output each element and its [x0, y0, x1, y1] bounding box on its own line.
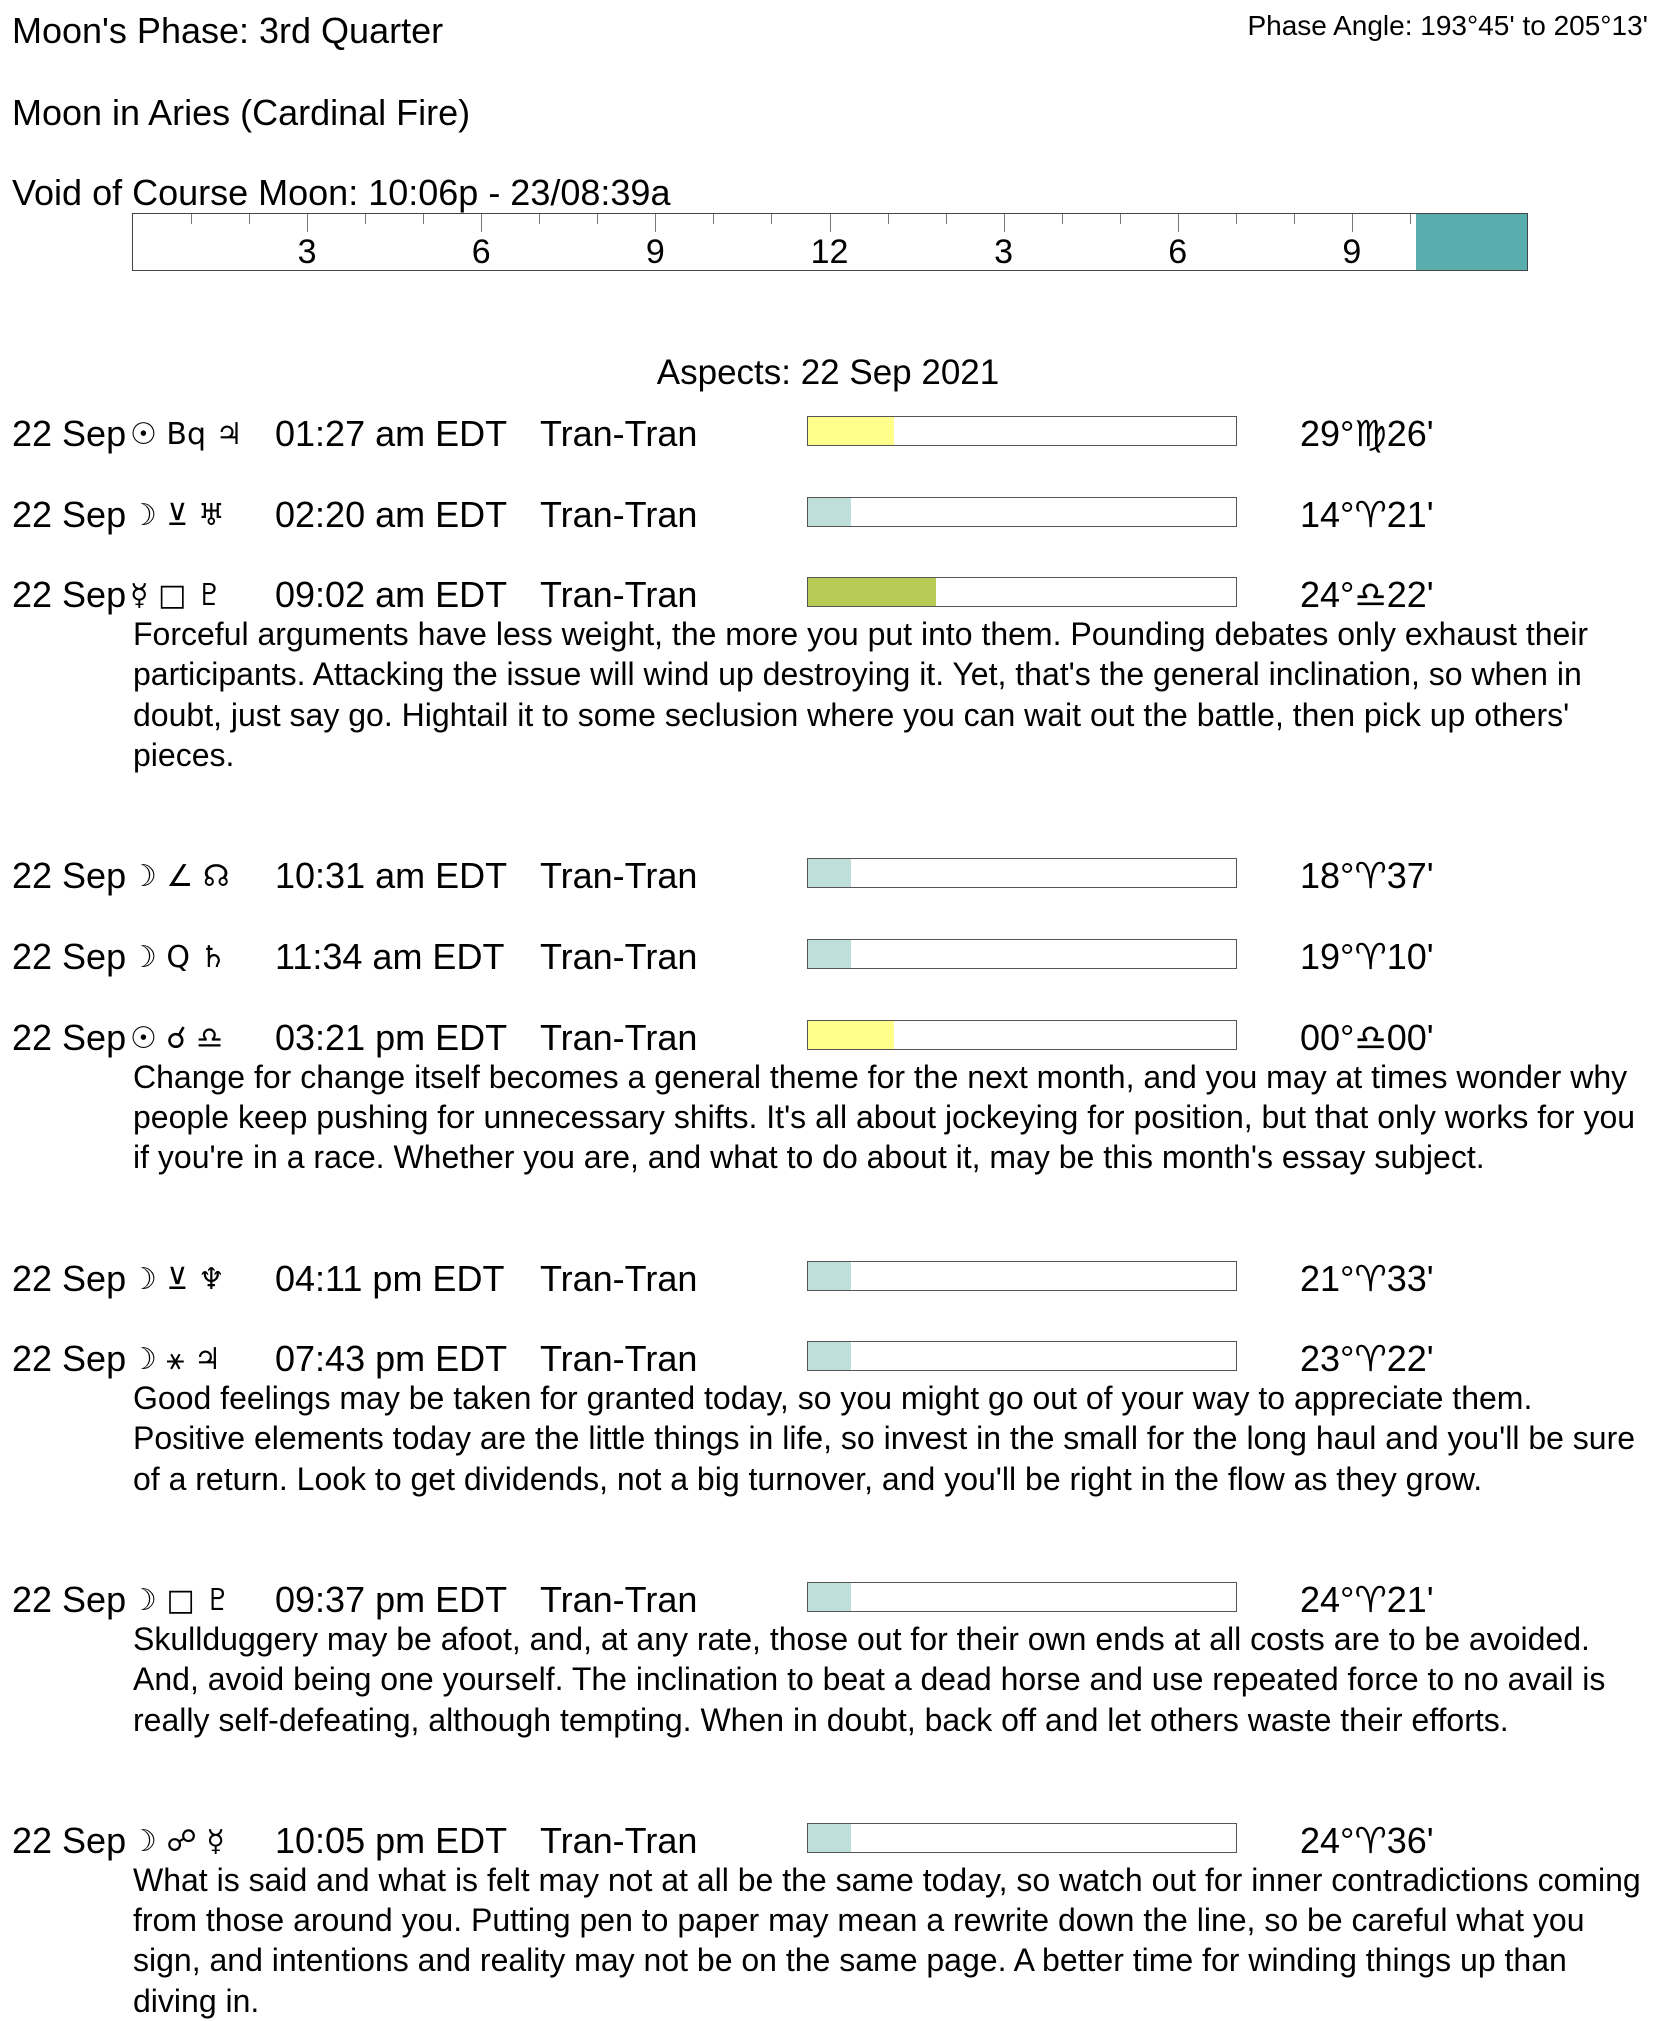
aspect-strength-bar — [807, 939, 1237, 969]
timeline-tick — [1352, 214, 1353, 232]
aspect-glyphs: ☽ ⊻ ♆ — [130, 1261, 225, 1297]
aspect-strength-fill — [808, 1583, 851, 1611]
aspect-position: 29°♍26' — [1300, 413, 1434, 454]
aspect-row — [0, 494, 1656, 540]
timeline-tick — [1236, 214, 1237, 224]
aspect-position: 14°♈21' — [1300, 493, 1434, 535]
aspect-glyphs: ☿ □ ♇ — [130, 578, 223, 614]
timeline-tick — [771, 214, 772, 224]
aspect-date: 22 Sep — [12, 1016, 127, 1058]
aspect-position: 23°♈22' — [1300, 1338, 1434, 1380]
aspect-strength-fill — [808, 1824, 851, 1852]
aspect-strength-bar — [807, 577, 1237, 607]
aspect-description: Good feelings may be taken for granted today, so you might go out of your way to appreciate them. Positive elements today are the little things in life, so invest in the small for the long haul and you'll be sure of a return. Look to get dividends, not a big turnover, and you'll be right in the flow as they grow. — [133, 1380, 1636, 1497]
aspect-time: 04:11 pm EDT — [275, 1257, 505, 1299]
aspect-position: 00°♎00' — [1300, 1016, 1434, 1058]
aspect-description: Skullduggery may be afoot, and, at any rate, those out for their own ends at all costs are to be avoided. And, avoid being one yourself. The inclination to beat a dead horse and use repeated force to no avail is really self-defeating, although tempting. When in doubt, back off and let others waste their efforts. — [133, 1621, 1606, 1738]
aspect-strength-bar — [807, 1823, 1237, 1853]
timeline-hour-label: 9 — [645, 233, 665, 271]
void-of-course: Void of Course Moon: 10:06p - 23/08:39a — [12, 172, 671, 213]
aspect-position: 24°♎22' — [1300, 574, 1434, 616]
aspect-glyphs: ☽ ⊻ ♅ — [130, 497, 225, 533]
aspect-strength-bar — [807, 416, 1237, 446]
aspect-type: Tran-Tran — [540, 574, 698, 616]
aspect-date: 22 Sep — [12, 574, 127, 616]
aspect-strength-bar — [807, 1261, 1237, 1291]
aspect-strength-fill — [808, 1262, 851, 1290]
aspect-time: 07:43 pm EDT — [275, 1338, 508, 1380]
aspect-strength-bar — [807, 1020, 1237, 1050]
aspect-description: What is said and what is felt may not at all be the same today, so watch out for inner contradictions coming from those around you. Putting pen to paper may mean a rewrite down the line, so be careful what you sign, and intentions and reality may not be on the same page. A better time for winding things up than diving in. — [133, 1861, 1641, 2019]
aspect-strength-fill — [808, 578, 936, 606]
aspect-strength-bar — [807, 1582, 1237, 1612]
aspect-type: Tran-Tran — [540, 855, 698, 897]
aspect-time: 01:27 am EDT — [275, 413, 508, 454]
aspect-type: Tran-Tran — [540, 1338, 698, 1380]
aspect-date: 22 Sep — [12, 855, 127, 897]
aspect-row — [0, 413, 1656, 459]
aspect-type: Tran-Tran — [540, 493, 698, 535]
aspect-description: Forceful arguments have less weight, the more you put into them. Pounding debates only exhaust their participants. Attacking the issue will wind up destroying it. Yet, that's the general inclination, so when in doubt, just say go. Hightail it to some seclusion where you can wait out the battle, then pick up others' pieces. — [133, 616, 1589, 774]
timeline-tick — [481, 214, 482, 232]
aspect-glyphs: ☽ ⚹ ♃ — [130, 1342, 221, 1378]
timeline-tick — [1062, 214, 1063, 224]
timeline-hour-label: 12 — [810, 233, 849, 271]
aspect-strength-bar — [807, 1341, 1237, 1371]
aspect-type: Tran-Tran — [540, 1579, 698, 1620]
void-of-course-block — [1416, 214, 1527, 270]
aspect-row — [0, 936, 1656, 982]
aspect-type: Tran-Tran — [540, 1016, 698, 1058]
aspect-strength-fill — [808, 1342, 851, 1370]
aspect-date: 22 Sep — [12, 1819, 127, 1861]
aspect-type: Tran-Tran — [540, 413, 698, 454]
timeline-tick — [713, 214, 714, 224]
aspect-glyphs: ☽ ☍ ☿ — [130, 1823, 225, 1859]
timeline-tick — [539, 214, 540, 224]
void-of-course-timeline — [132, 213, 1528, 271]
aspect-strength-bar — [807, 497, 1237, 527]
aspect-time: 10:31 am EDT — [275, 855, 508, 897]
aspect-date: 22 Sep — [12, 1338, 127, 1380]
aspect-strength-bar — [807, 858, 1237, 888]
timeline-tick — [1004, 214, 1005, 232]
aspect-strength-fill — [808, 859, 851, 887]
aspect-strength-fill — [808, 940, 851, 968]
timeline-hour-label: 3 — [297, 233, 317, 271]
aspect-strength-fill — [808, 417, 894, 445]
phase-angle: Phase Angle: 193°45' to 205°13' — [1247, 10, 1648, 41]
aspect-strength-fill — [808, 1021, 894, 1049]
aspect-glyphs: ☉ Bq ♃ — [130, 417, 243, 452]
aspect-description: Change for change itself becomes a general theme for the next month, and you may at times wonder why people keep pushing for unnecessary shifts. It's all about jockeying for position, but that only works for you if you're in a race. Whether you are, and what to do about it, may be this month's essay subject. — [133, 1058, 1636, 1176]
aspect-position: 19°♈10' — [1300, 936, 1434, 977]
timeline-tick — [946, 214, 947, 224]
aspect-glyphs: ☽ ∠ ☊ — [130, 859, 230, 895]
moon-sign: Moon in Aries (Cardinal Fire) — [12, 92, 471, 133]
aspect-strength-fill — [808, 498, 851, 526]
timeline-tick — [1120, 214, 1121, 224]
aspect-date: 22 Sep — [12, 413, 127, 454]
aspect-time: 09:02 am EDT — [275, 574, 508, 616]
timeline-tick — [1178, 214, 1179, 232]
timeline-tick — [597, 214, 598, 224]
timeline-tick — [365, 214, 366, 224]
timeline-hour-label: 3 — [994, 233, 1014, 271]
aspect-glyphs: ☽ Q ♄ — [130, 940, 227, 975]
aspect-position: 24°♈36' — [1300, 1819, 1434, 1861]
aspect-row — [0, 855, 1656, 901]
aspects-title: Aspects: 22 Sep 2021 — [656, 353, 1000, 392]
timeline-tick — [423, 214, 424, 224]
timeline-tick — [249, 214, 250, 224]
timeline-tick — [1294, 214, 1295, 224]
timeline-tick — [888, 214, 889, 224]
aspect-time: 10:05 pm EDT — [275, 1819, 508, 1861]
aspect-type: Tran-Tran — [540, 1819, 698, 1861]
aspect-glyphs: ☉ ☌ ♎ — [130, 1020, 224, 1056]
moon-phase: Moon's Phase: 3rd Quarter — [12, 10, 444, 51]
aspect-date: 22 Sep — [12, 1579, 127, 1620]
aspect-type: Tran-Tran — [540, 1257, 698, 1299]
aspect-date: 22 Sep — [12, 936, 127, 977]
aspect-position: 21°♈33' — [1300, 1257, 1434, 1299]
timeline-hour-label: 9 — [1342, 233, 1362, 271]
timeline-hour-label: 6 — [1168, 233, 1188, 271]
aspect-type: Tran-Tran — [540, 936, 698, 977]
aspect-glyphs: ☽ □ ♇ — [130, 1583, 232, 1618]
aspect-date: 22 Sep — [12, 1257, 127, 1299]
timeline-tick — [830, 214, 831, 232]
aspect-row — [0, 1258, 1656, 1304]
timeline-hour-label: 6 — [471, 233, 491, 271]
aspect-time: 03:21 pm EDT — [275, 1016, 508, 1058]
aspect-time: 11:34 am EDT — [275, 936, 505, 977]
aspect-time: 02:20 am EDT — [275, 493, 508, 535]
timeline-tick — [1410, 214, 1411, 224]
timeline-tick — [191, 214, 192, 224]
aspect-position: 18°♈37' — [1300, 855, 1434, 897]
timeline-tick — [307, 214, 308, 232]
timeline-tick — [655, 214, 656, 232]
aspect-time: 09:37 pm EDT — [275, 1579, 508, 1620]
aspect-position: 24°♈21' — [1300, 1579, 1434, 1620]
aspect-date: 22 Sep — [12, 493, 127, 535]
